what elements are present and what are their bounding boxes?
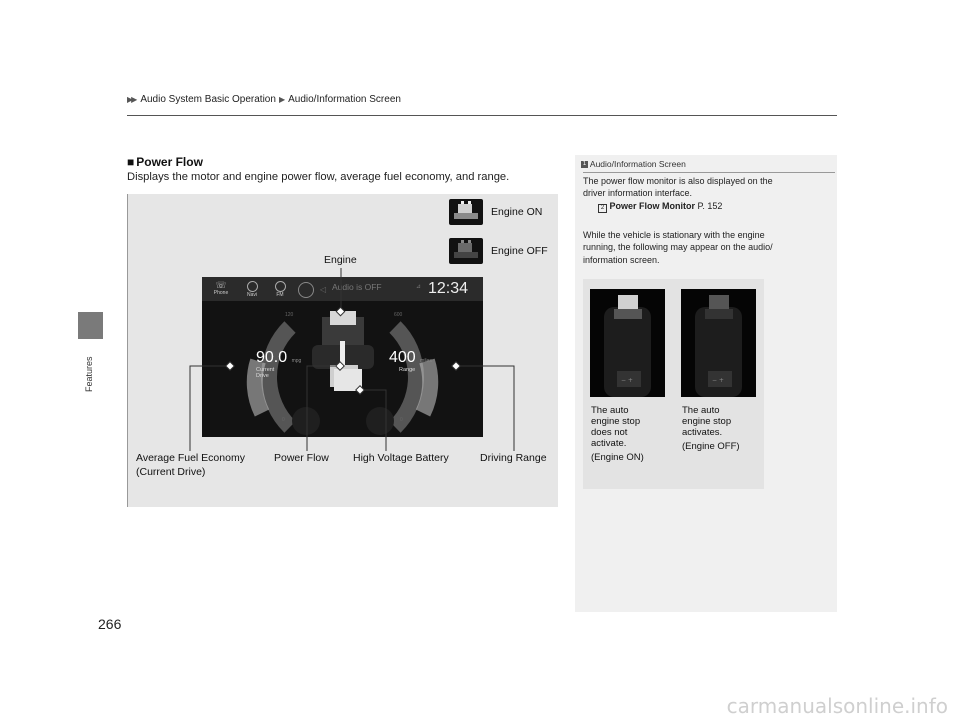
engine-on-graphic — [590, 289, 665, 397]
sidebar-text: driver information interface. — [583, 188, 693, 198]
sidebar-ref[interactable]: 2 Power Flow Monitor P. 152 — [598, 201, 722, 213]
square-bullet-icon: ■ — [127, 155, 135, 169]
svg-text:− +: − + — [621, 377, 633, 384]
page-number: 266 — [98, 616, 122, 632]
engine-off-screen — [681, 289, 756, 397]
breadcrumb-item[interactable]: Audio/Information Screen — [288, 94, 401, 105]
engine-callout: Engine — [324, 254, 357, 266]
speaker-off-icon: ◁ — [320, 285, 327, 294]
avg-fuel-callout-2: (Current Drive) — [136, 466, 206, 478]
chevron-right-icon: ▶ — [278, 95, 284, 104]
sidebar-divider — [583, 172, 835, 173]
fuel-economy-label-1: Current — [256, 367, 275, 373]
chevron-right-icon: ▶▶ — [127, 95, 136, 104]
hv-battery-callout: High Voltage Battery — [353, 452, 449, 464]
gauge-tick: 120 — [285, 312, 294, 318]
engine-on-caption: The auto engine stop does not activate. (Engine ON) — [591, 405, 644, 463]
sidebar-text: running, the following may appear on the audio/ — [583, 242, 773, 252]
engine-off-graphic — [681, 289, 756, 397]
power-flow-callout: Power Flow — [274, 452, 329, 464]
reference-icon: 2 — [598, 204, 607, 213]
sidebar-text: The power flow monitor is also displayed on the — [583, 176, 773, 186]
navi-icon[interactable]: Navi — [241, 281, 263, 298]
sidebar-heading: 1 Audio/Information Screen — [582, 159, 686, 169]
fm-icon[interactable]: FM — [269, 281, 291, 298]
gauge-tick: 0 — [400, 417, 403, 423]
gauge-tick: 0 — [282, 417, 285, 423]
footer — [0, 672, 960, 722]
note-icon: 1 — [582, 161, 587, 168]
sidebar-text: information screen. — [583, 255, 660, 265]
gauge-tick: 600 — [394, 312, 403, 318]
engine-off-caption: The auto engine stop activates. (Engine OFF) — [682, 405, 740, 452]
fuel-economy-label-2: Drive — [256, 373, 269, 379]
sidebar-text: While the vehicle is stationary with the engine — [583, 230, 765, 240]
engine-on-screen — [590, 289, 665, 397]
phone-icon[interactable]: ☏ Phone — [213, 280, 229, 296]
watermark: carmanualsonline.info — [726, 694, 948, 718]
range-unit: miles — [420, 358, 432, 364]
audio-status: Audio is OFF — [332, 282, 382, 292]
breadcrumb-item[interactable]: Audio System Basic Operation — [140, 94, 276, 105]
engine-off-label: Engine OFF — [491, 245, 548, 257]
fuel-economy-value: 90.0 — [256, 349, 288, 366]
section-description: Displays the motor and engine power flow, average fuel economy, and range. — [127, 171, 510, 183]
chapter-label: Features — [84, 356, 94, 392]
clock: 12:34 — [428, 280, 469, 297]
driving-range-callout: Driving Range — [480, 452, 547, 464]
section-title: ■ Power Flow — [127, 155, 203, 169]
svg-text:− +: − + — [712, 377, 724, 384]
engine-on-label: Engine ON — [491, 206, 543, 218]
avg-fuel-callout-1: Average Fuel Economy — [136, 452, 245, 464]
fuel-economy-unit: mpg — [291, 358, 302, 364]
signal-icon: ⊿ — [416, 284, 422, 290]
range-value: 400 — [389, 349, 416, 366]
range-label: Range — [399, 367, 416, 373]
